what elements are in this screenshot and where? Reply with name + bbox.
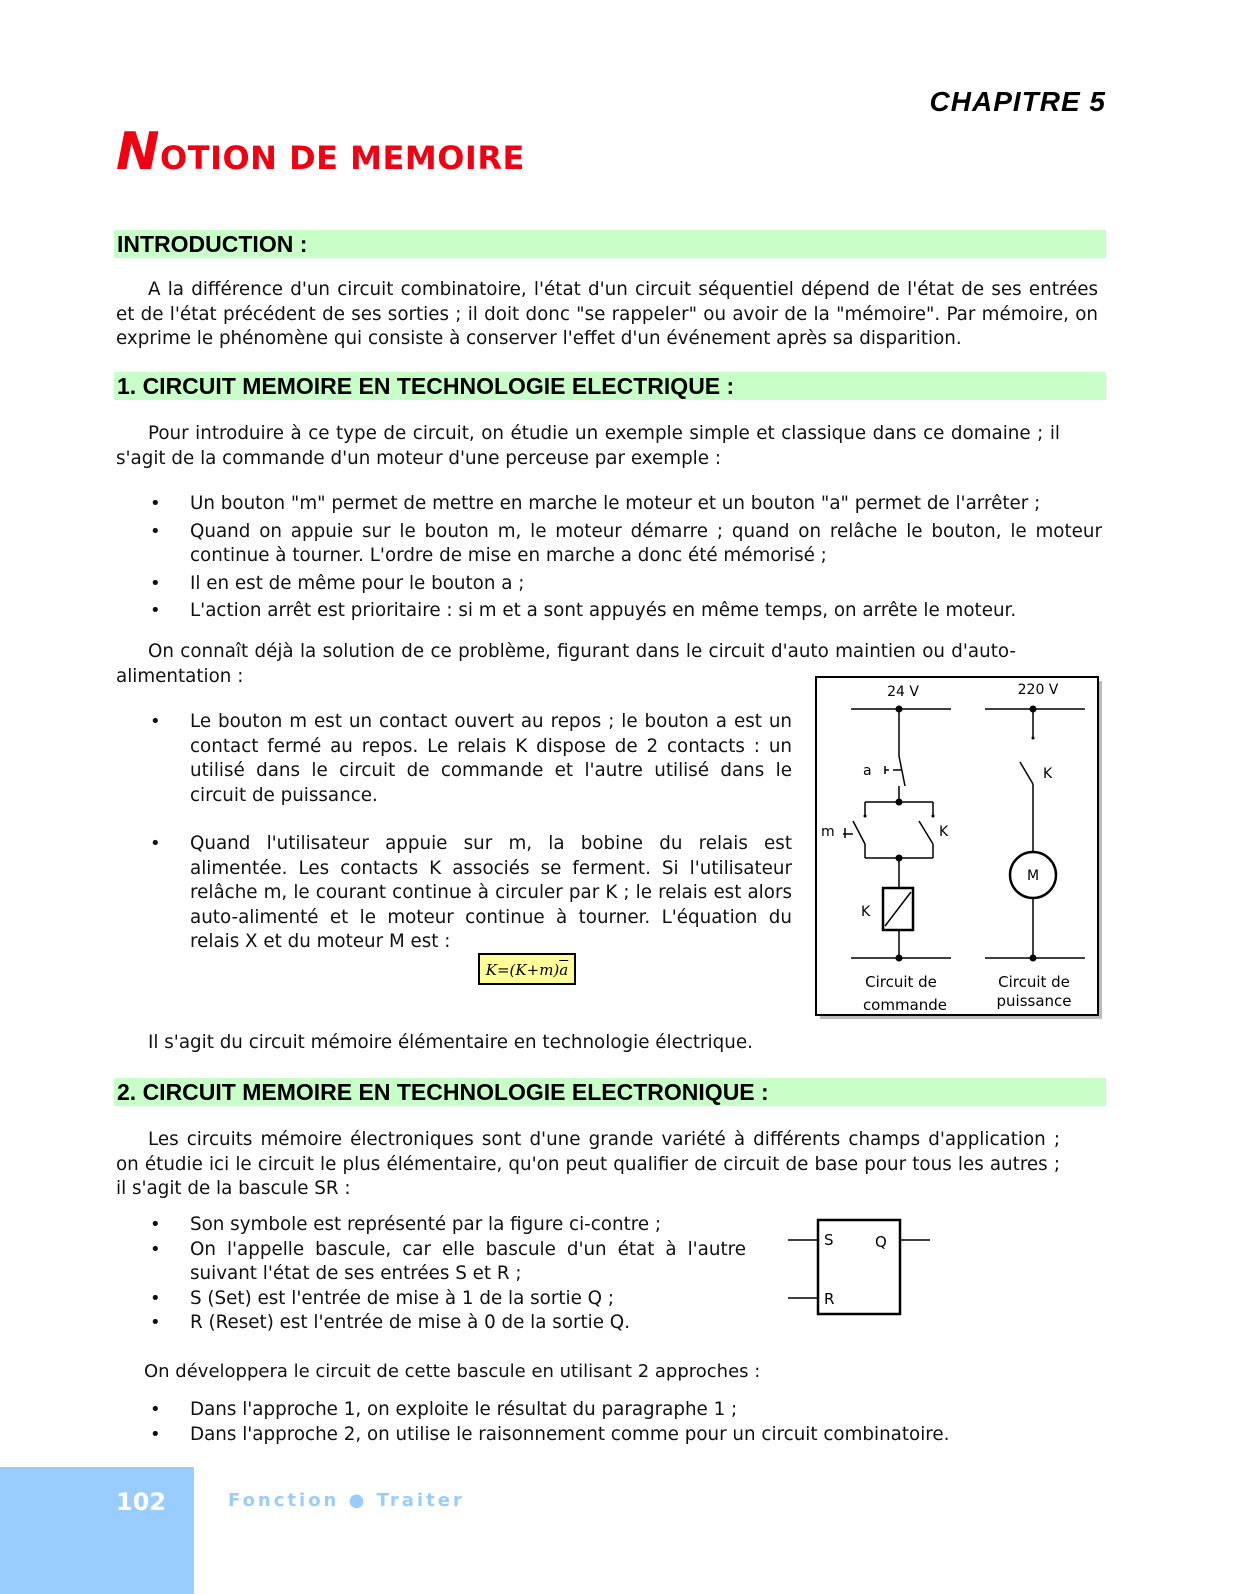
- page-title: [116, 122, 525, 182]
- label-motor: M: [1026, 868, 1040, 884]
- section1-conclusion: Il s'agit du circuit mémoire élémentaire en technologie électrique.: [148, 1032, 753, 1053]
- label-k-power: K: [1043, 766, 1053, 782]
- list-item: • On l'appelle bascule, car elle bascule d'un état à l'autre suivant l'état de ses entrées S et R ;: [150, 1238, 746, 1287]
- diagram-frame: [816, 677, 1098, 1015]
- chapter-label: CHAPITRE 5: [929, 86, 1106, 117]
- list-item: • L'action arrêt est prioritaire : si m et a sont appuyés en même temps, on arrête le moteur.: [150, 599, 1102, 624]
- section2-bullets: [150, 1213, 746, 1336]
- title-rest: OTION DE MEMOIRE: [160, 139, 525, 177]
- sr-label-s: S: [824, 1231, 834, 1249]
- page-number: 102: [116, 1488, 167, 1516]
- label-k-coil: K: [861, 904, 871, 920]
- relay-circuit-diagram: [815, 676, 1105, 1022]
- caption-command-1: Circuit de: [865, 973, 937, 991]
- a-bar: $\overline{a}$: [559, 961, 569, 979]
- section1-bullets-2: [150, 710, 792, 955]
- title-initial: N: [116, 122, 161, 182]
- section-heading-intro: INTRODUCTION :: [114, 230, 1106, 258]
- section2-approaches: On développera le circuit de cette bascule en utilisant 2 approches :: [144, 1361, 761, 1382]
- sr-label-r: R: [824, 1290, 835, 1308]
- list-item: • R (Reset) est l'entrée de mise à 0 de la sortie Q.: [150, 1311, 746, 1336]
- list-item: • S (Set) est l'entrée de mise à 1 de la sortie Q ;: [150, 1287, 746, 1312]
- sr-latch-symbol: [786, 1218, 932, 1318]
- caption-power-2: puissance: [996, 992, 1072, 1010]
- caption-power-1: Circuit de: [998, 973, 1070, 991]
- section2-intro: Les circuits mémoire électroniques sont d'une grande variété à différents champs d'application ; on étudie ici le circuit le plus élémentaire, qu'on peut qualifier de circuit de base pour tous les autres ; il s'agit de la bascule SR :: [116, 1129, 1060, 1199]
- list-item: • Son symbole est représenté par la figure ci-contre ;: [150, 1213, 746, 1238]
- list-item: • Dans l'approche 1, on exploite le résultat du paragraphe 1 ;: [150, 1398, 1110, 1423]
- section-heading-2: 2. CIRCUIT MEMOIRE EN TECHNOLOGIE ELECTRONIQUE :: [114, 1078, 1106, 1106]
- label-k-cmd: K: [939, 824, 949, 840]
- list-item: • Il en est de même pour le bouton a ;: [150, 572, 1102, 597]
- section1-bullets: [150, 492, 1102, 624]
- voltage-220v: 220 V: [1017, 682, 1059, 698]
- list-item: • Dans l'approche 2, on utilise le raisonnement comme pour un circuit combinatoire.: [150, 1423, 1110, 1448]
- section1-solution: On connaît déjà la solution de ce problème, figurant dans le circuit d'auto maintien ou d'auto-alimentation :: [116, 641, 1016, 687]
- sr-label-q: Q: [875, 1233, 887, 1251]
- list-item: • Quand on appuie sur le bouton m, le moteur démarre ; quand on relâche le bouton, le moteur continue à tourner. L'ordre de mise en marche a donc été mémorisé ;: [150, 520, 1102, 569]
- footer-caption: Fonction ● Traiter: [228, 1490, 465, 1511]
- label-a: a: [863, 763, 872, 779]
- caption-command-2: commande: [862, 996, 948, 1014]
- footer-page-box: [0, 1467, 194, 1594]
- intro-paragraph: A la différence d'un circuit combinatoire, l'état d'un circuit séquentiel dépend de l'état de ses entrées et de l'état précédent de ses sorties ; il doit donc "se rappeler" ou avoir de la "mémoire". Par mémoire, on exprime le phénomène qui consiste à conserver l'effet d'un événement après sa disparition.: [116, 279, 1098, 349]
- equation-box: $K=(K+m)\overline{a}$: [478, 953, 576, 985]
- section1-intro: Pour introduire à ce type de circuit, on étudie un exemple simple et classique dans ce domaine ; il s'agit de la commande d'un moteur d'une perceuse par exemple :: [116, 423, 1060, 469]
- voltage-24v: 24 V: [887, 684, 919, 700]
- label-m: m: [821, 824, 835, 840]
- section-heading-1: 1. CIRCUIT MEMOIRE EN TECHNOLOGIE ELECTRIQUE :: [114, 372, 1106, 400]
- list-item: • Quand l'utilisateur appuie sur m, la bobine du relais est alimentée. Les contacts K associés se ferment. Si l'utilisateur relâche m, le courant continue à circuler par K ; le relais est alors auto-alimenté et le moteur continue à tourner. L'équation du relais X et du moteur M est :: [150, 832, 792, 955]
- list-item: • Un bouton "m" permet de mettre en marche le moteur et un bouton "a" permet de l'arrêter ;: [150, 492, 1102, 517]
- list-item: • Le bouton m est un contact ouvert au repos ; le bouton a est un contact fermé au repos. Le relais K dispose de 2 contacts : un utilisé dans le circuit de commande et l'autre utilisé dans le circuit de puissance.: [150, 710, 792, 808]
- section2-bullets-2: [150, 1398, 1110, 1447]
